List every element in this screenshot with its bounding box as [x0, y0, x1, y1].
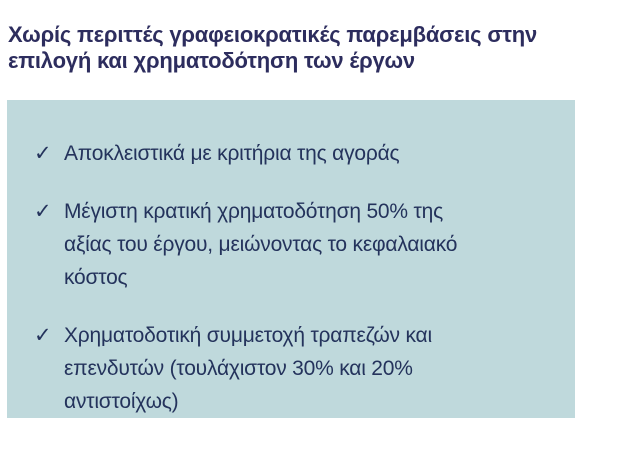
slide-title-line-2: επιλογή και χρηματοδότηση των έργων [8, 48, 415, 73]
check-icon: ✓ [34, 142, 52, 165]
bullet-text [64, 195, 457, 294]
bullet-line: επενδυτών (τουλάχιστον 30% και 20% [64, 357, 413, 380]
bullet-line: Μέγιστη κρατική χρηματοδότηση 50% της [64, 200, 443, 223]
bullet-line: Χρηματοδοτική συμμετοχή τραπεζών και [64, 324, 432, 347]
bullet-line: αξίας του έργου, μειώνοντας το κεφαλαιακό [64, 233, 458, 256]
bullet-item-state-funding [27, 195, 551, 294]
bullet-item-market-criteria [27, 137, 551, 170]
content-panel [7, 100, 575, 418]
bullet-line: αντιστοίχως) [64, 390, 179, 413]
bullet-item-bank-investor-participation [27, 319, 551, 418]
bullet-text [64, 137, 399, 170]
check-icon: ✓ [34, 200, 52, 223]
bullet-line: Αποκλειστικά με κριτήρια της αγοράς [64, 142, 400, 165]
bullet-text [64, 319, 432, 418]
slide-title-line-1: Χωρίς περιττές γραφειοκρατικές παρεμβάσεις στην [8, 22, 538, 47]
slide-title [8, 22, 608, 74]
bullet-line: κόστος [64, 266, 128, 289]
check-icon: ✓ [34, 324, 52, 347]
